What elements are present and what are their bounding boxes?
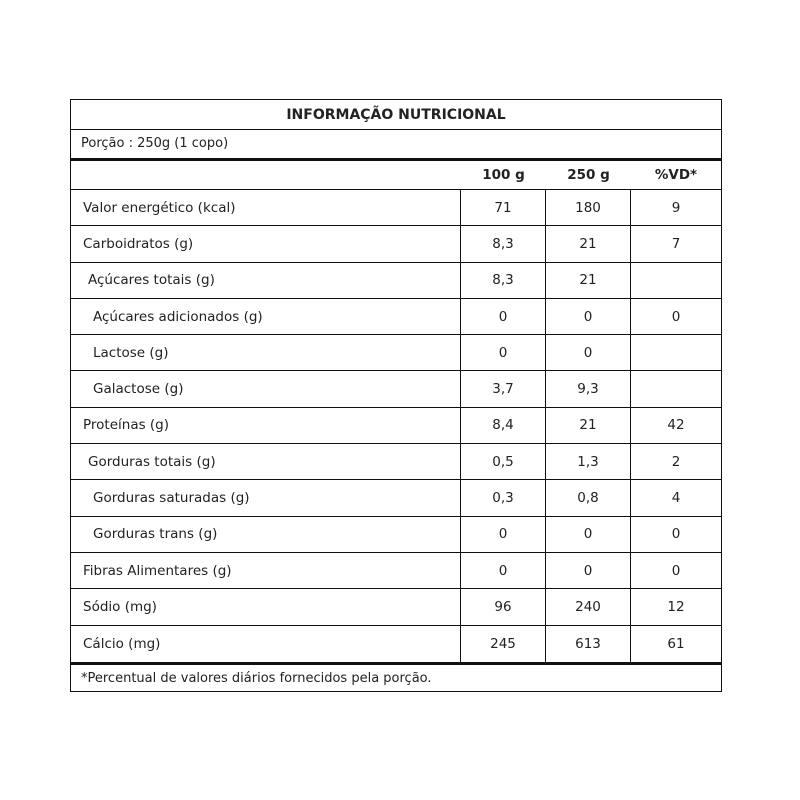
nutrient-name: Cálcio (mg): [71, 626, 461, 662]
header-100g: 100 g: [482, 167, 525, 183]
value-100g: 0,3: [461, 480, 546, 515]
value-250g: 21: [546, 408, 631, 443]
value-100g: 0: [461, 517, 546, 552]
nutrient-name: Galactose (g): [71, 371, 461, 406]
value-vd: 61: [667, 635, 685, 652]
value-vd: 7: [671, 235, 681, 252]
value-100g: 0: [461, 335, 546, 370]
value-100g: 0,5: [461, 444, 546, 479]
value-100g: 96: [461, 589, 546, 624]
value-100g: 245: [461, 626, 546, 662]
nutrient-rows: [71, 190, 721, 662]
table-row: [71, 589, 721, 625]
nutrition-facts-table: [70, 99, 722, 692]
value-vd: 2: [671, 453, 681, 470]
value-vd: 9: [671, 199, 681, 216]
value-250g: 240: [546, 589, 631, 624]
value-vd: [631, 263, 721, 298]
portion-row: [71, 129, 721, 158]
value-250g: 9,3: [546, 371, 631, 406]
table-row: [71, 226, 721, 262]
value-vd: 42: [667, 417, 685, 434]
value-100g: 8,3: [461, 263, 546, 298]
footnote-text: *Percentual de valores diários fornecidos pela porção.: [81, 670, 432, 686]
table-row: [71, 408, 721, 444]
value-vd: 0: [671, 562, 681, 579]
value-250g: 1,3: [546, 444, 631, 479]
value-250g: 613: [546, 626, 631, 662]
table-row: [71, 190, 721, 226]
value-100g: 8,3: [461, 226, 546, 261]
value-250g: 21: [546, 226, 631, 261]
table-row: [71, 480, 721, 516]
table-row: [71, 371, 721, 407]
value-100g: 0: [461, 553, 546, 588]
footnote-row: [71, 665, 721, 691]
value-250g: 0: [546, 299, 631, 334]
value-250g: 0: [546, 517, 631, 552]
table-row: [71, 335, 721, 371]
table-row: [71, 517, 721, 553]
nutrient-name: Proteínas (g): [71, 408, 461, 443]
nutrient-name: Lactose (g): [71, 335, 461, 370]
table-title: INFORMAÇÃO NUTRICIONAL: [71, 100, 721, 130]
nutrient-name: Gorduras totais (g): [71, 444, 461, 479]
column-header-row: [71, 161, 721, 190]
header-nutrient: [71, 161, 461, 189]
nutrient-name: Gorduras trans (g): [71, 517, 461, 552]
value-vd: 0: [671, 526, 681, 543]
table-row: [71, 263, 721, 299]
value-vd: [631, 371, 721, 406]
value-vd: 12: [667, 598, 685, 615]
table-row: [71, 626, 721, 662]
header-vd: %VD*: [654, 167, 698, 183]
nutrient-name: Açúcares totais (g): [71, 263, 461, 298]
header-250g: 250 g: [567, 167, 610, 183]
nutrient-name: Gorduras saturadas (g): [71, 480, 461, 515]
value-100g: 8,4: [461, 408, 546, 443]
nutrient-name: Sódio (mg): [71, 589, 461, 624]
table-row: [71, 444, 721, 480]
value-250g: 0,8: [546, 480, 631, 515]
portion-text: Porção : 250g (1 copo): [81, 136, 229, 151]
value-100g: 0: [461, 299, 546, 334]
value-100g: 3,7: [461, 371, 546, 406]
nutrient-name: Carboidratos (g): [71, 226, 461, 261]
table-row: [71, 299, 721, 335]
value-vd: 4: [671, 490, 681, 507]
nutrient-name: Valor energético (kcal): [71, 190, 461, 225]
value-vd: [631, 335, 721, 370]
value-250g: 180: [546, 190, 631, 225]
value-250g: 0: [546, 553, 631, 588]
table-row: [71, 553, 721, 589]
nutrient-name: Açúcares adicionados (g): [71, 299, 461, 334]
value-100g: 71: [461, 190, 546, 225]
nutrient-name: Fibras Alimentares (g): [71, 553, 461, 588]
value-250g: 21: [546, 263, 631, 298]
value-vd: 0: [671, 308, 681, 325]
value-250g: 0: [546, 335, 631, 370]
